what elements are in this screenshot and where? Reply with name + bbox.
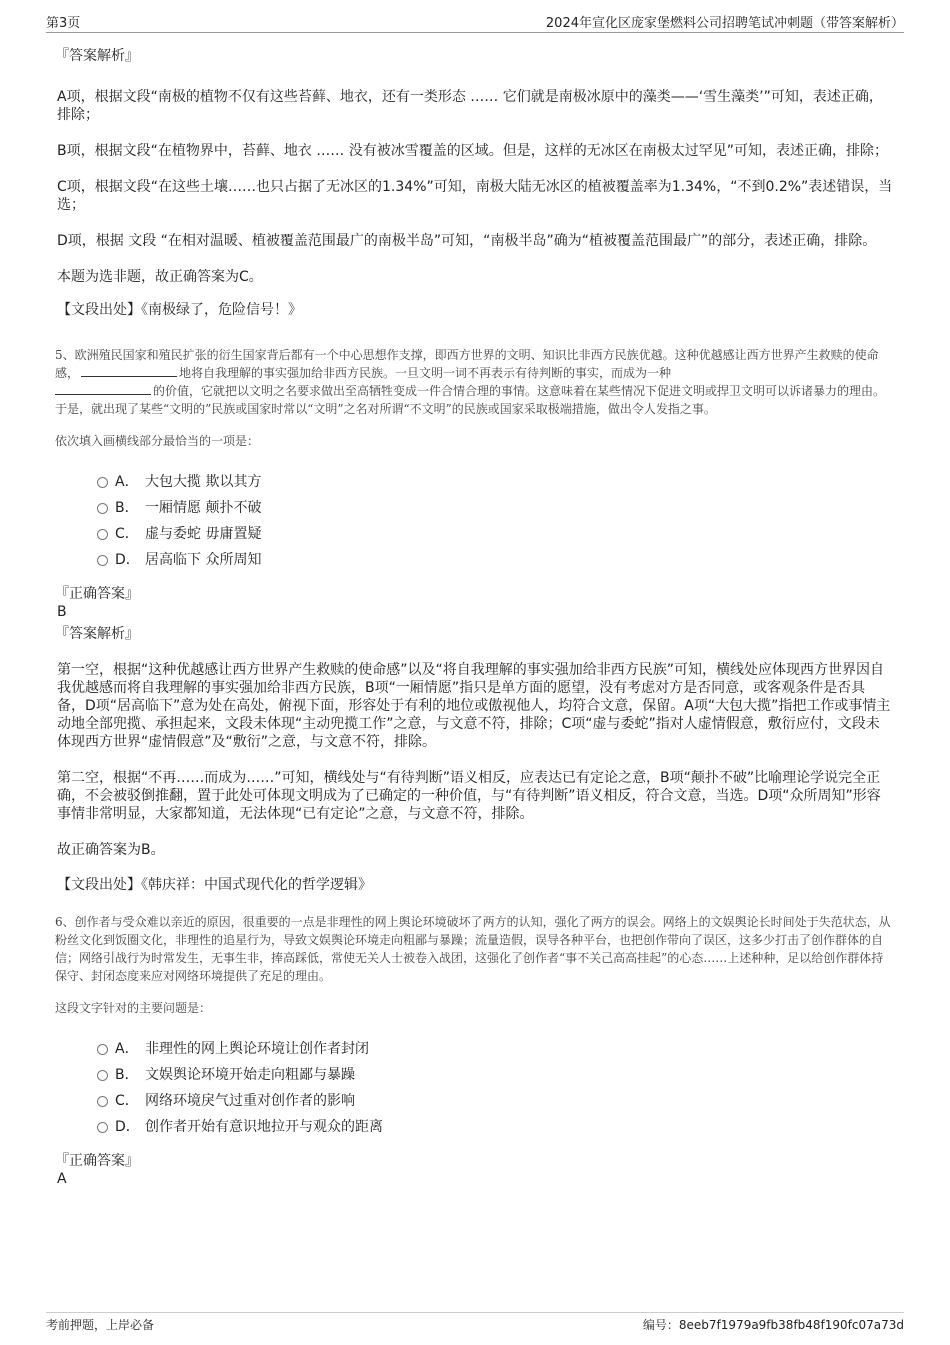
document-title: 2024年宣化区庞家堡燃料公司招聘笔试冲刺题（带答案解析） xyxy=(545,16,904,31)
question-5-text-part: 的价值，它就把以文明之名要求做出至高牺牲变成一件合情合理的事情。这意味着在某些情况下促进文明或捍卫文明可以诉诸暴力的理由。于是，就出现了某些“文明的”民族或国家时常以“文明”之名对所谓“不文明”的民族或国家采取极端措施，做出令人发指之事。 xyxy=(55,384,886,416)
document-body xyxy=(55,46,893,1192)
correct-answer: B xyxy=(57,604,67,620)
question-5-options xyxy=(97,469,893,573)
analysis-conclusion: 本题为选非题，故正确答案为C。 xyxy=(57,269,263,285)
question-5-text-part: 地将自我理解的事实强加给非西方民族。一旦文明一词不再表示有待判断的事实，而成为一种 xyxy=(179,366,672,380)
radio-icon[interactable] xyxy=(97,477,108,488)
option-d[interactable] xyxy=(97,547,893,573)
question-5-prompt: 依次填入画横线部分最恰当的一项是： xyxy=(55,434,260,448)
analysis-title: 『答案解析』 xyxy=(55,626,139,642)
option-b[interactable] xyxy=(97,1062,893,1088)
page-header xyxy=(46,12,904,33)
option-key: A． xyxy=(115,1041,139,1057)
option-text: 网络环境戾气过重对创作者的影响 xyxy=(145,1093,355,1109)
option-key: B． xyxy=(115,1067,139,1083)
page-footer xyxy=(46,1312,904,1332)
correct-answer: A xyxy=(57,1171,67,1187)
option-c[interactable] xyxy=(97,521,893,547)
question-6-prompt: 这段文字针对的主要问题是： xyxy=(55,1001,212,1015)
option-key: C． xyxy=(115,526,139,542)
correct-answer-title: 『正确答案』 xyxy=(55,1153,139,1169)
option-text: 大包大揽 欺以其方 xyxy=(145,474,262,490)
option-text: 非理性的网上舆论环境让创作者封闭 xyxy=(145,1041,369,1057)
option-key: D． xyxy=(115,1119,140,1135)
analysis-paragraph: C项，根据文段“在这些土壤……也只占据了无冰区的1.34%”可知，南极大陆无冰区的植被覆盖率为1.34%，“不到0.2%”表述错误，当选； xyxy=(57,179,893,213)
option-b[interactable] xyxy=(97,495,893,521)
option-a[interactable] xyxy=(97,469,893,495)
radio-icon[interactable] xyxy=(97,529,108,540)
option-text: 一厢情愿 颠扑不破 xyxy=(145,500,262,516)
footer-slogan: 考前押题，上岸必备 xyxy=(46,1318,155,1332)
analysis-paragraph: D项，根据 文段 “在相对温暖、植被覆盖范围最广的南极半岛”可知，“南极半岛”确为“植被覆盖范围最广”的部分，表述正确，排除。 xyxy=(57,233,877,249)
analysis-paragraph: A项，根据文段“南极的植物不仅有这些苔藓、地衣，还有一类形态 …… 它们就是南极冰原中的藻类——‘雪生藻类’”可知，表述正确，排除； xyxy=(57,89,883,123)
radio-icon[interactable] xyxy=(97,1096,108,1107)
analysis-title: 『答案解析』 xyxy=(55,48,139,64)
option-text: 虚与委蛇 毋庸置疑 xyxy=(145,526,262,542)
option-key: D． xyxy=(115,552,140,568)
option-text: 文娱舆论环境开始走向粗鄙与暴躁 xyxy=(145,1067,355,1083)
question-5-text xyxy=(55,346,893,418)
question-6-options xyxy=(97,1036,893,1140)
question-6-text: 6、创作者与受众难以亲近的原因，很重要的一点是非理性的网上舆论环境破坏了两方的认知，强化了两方的误会。网络上的文娱舆论长时间处于失范状态，从粉丝文化到饭圈文化，非理性的追星行为，导致文娱舆论环境走向粗鄙与暴躁；流量造假，误导各种平台，也把创作带向了误区，这多少打击了创作群体的自信；网络引战行为时常发生，无事生非，捧高踩低，常使无关人士被卷入战团，这强化了创作者“事不关己高高挂起”的心态……上述种种，足以给创作群体持保守、封闭态度来应对网络环境提供了充足的理由。 xyxy=(55,915,891,983)
option-d[interactable] xyxy=(97,1114,893,1140)
fill-blank-1 xyxy=(81,364,177,377)
radio-icon[interactable] xyxy=(97,1070,108,1081)
document-id: 编号：8eeb7f1979a9fb38fb48f190fc07a73d xyxy=(642,1318,904,1332)
radio-icon[interactable] xyxy=(97,1044,108,1055)
radio-icon[interactable] xyxy=(97,1122,108,1133)
option-key: C． xyxy=(115,1093,139,1109)
fill-blank-2 xyxy=(55,382,151,395)
analysis-paragraph: B项，根据文段“在植物界中，苔藓、地衣 …… 没有被冰雪覆盖的区域。但是，这样的无冰区在南极太过罕见”可知，表述正确，排除； xyxy=(57,143,889,159)
option-a[interactable] xyxy=(97,1036,893,1062)
option-key: A． xyxy=(115,474,139,490)
passage-source: 【文段出处】《南极绿了，危险信号！》 xyxy=(57,302,302,318)
option-key: B． xyxy=(115,500,139,516)
analysis-paragraph: 第一空，根据“这种优越感让西方世界产生救赎的使命感”以及“将自我理解的事实强加给非西方民族”可知，横线处应体现西方世界因自我优越感而将自我理解的事实强加给非西方民族，B项“一厢情愿”指只是单方面的愿望，没有考虑对方是否同意，或客观条件是否具备，D项“居高临下”意为处在高处，俯视下面，形容处于有利的地位或傲视他人，均符合文意，保留。A项“大包大揽”指把工作或事情主动地全部兜揽、承担起来，文段未体现“主动兜揽工作”之意，与文意不符，排除；C项“虚与委蛇”指对人虚情假意，敷衍应付，文段未体现西方世界“虚情假意”及“敷衍”之意，与文意不符，排除。 xyxy=(57,662,891,750)
analysis-paragraph: 第二空，根据“不再……而成为……”可知，横线处与“有待判断”语义相反，应表达已有定论之意，B项“颠扑不破”比喻理论学说完全正确，不会被驳倒推翻，置于此处可体现文明成为了已确定的一种价值，与“有待判断”语义相反，符合文意，当选。D项“众所周知”形容事情非常明显，大家都知道，无法体现“已有定论”之意，与文意不符，排除。 xyxy=(57,770,881,822)
radio-icon[interactable] xyxy=(97,555,108,566)
analysis-conclusion: 故正确答案为B。 xyxy=(57,842,165,858)
option-text: 居高临下 众所周知 xyxy=(145,552,262,568)
page-number: 第3页 xyxy=(46,16,81,31)
option-c[interactable] xyxy=(97,1088,893,1114)
option-text: 创作者开始有意识地拉开与观众的距离 xyxy=(145,1119,383,1135)
passage-source: 【文段出处】《韩庆祥：中国式现代化的哲学逻辑》 xyxy=(57,877,372,893)
question-5-text-part: 5、欧洲殖民国家和殖民扩张的衍生国家背后都有一个中心思想作支撑，即西方世界的文明、知识比非西方民族优越。这种优越感让西方世界产生救赎的使命感， xyxy=(55,348,879,380)
correct-answer-title: 『正确答案』 xyxy=(55,586,139,602)
radio-icon[interactable] xyxy=(97,503,108,514)
